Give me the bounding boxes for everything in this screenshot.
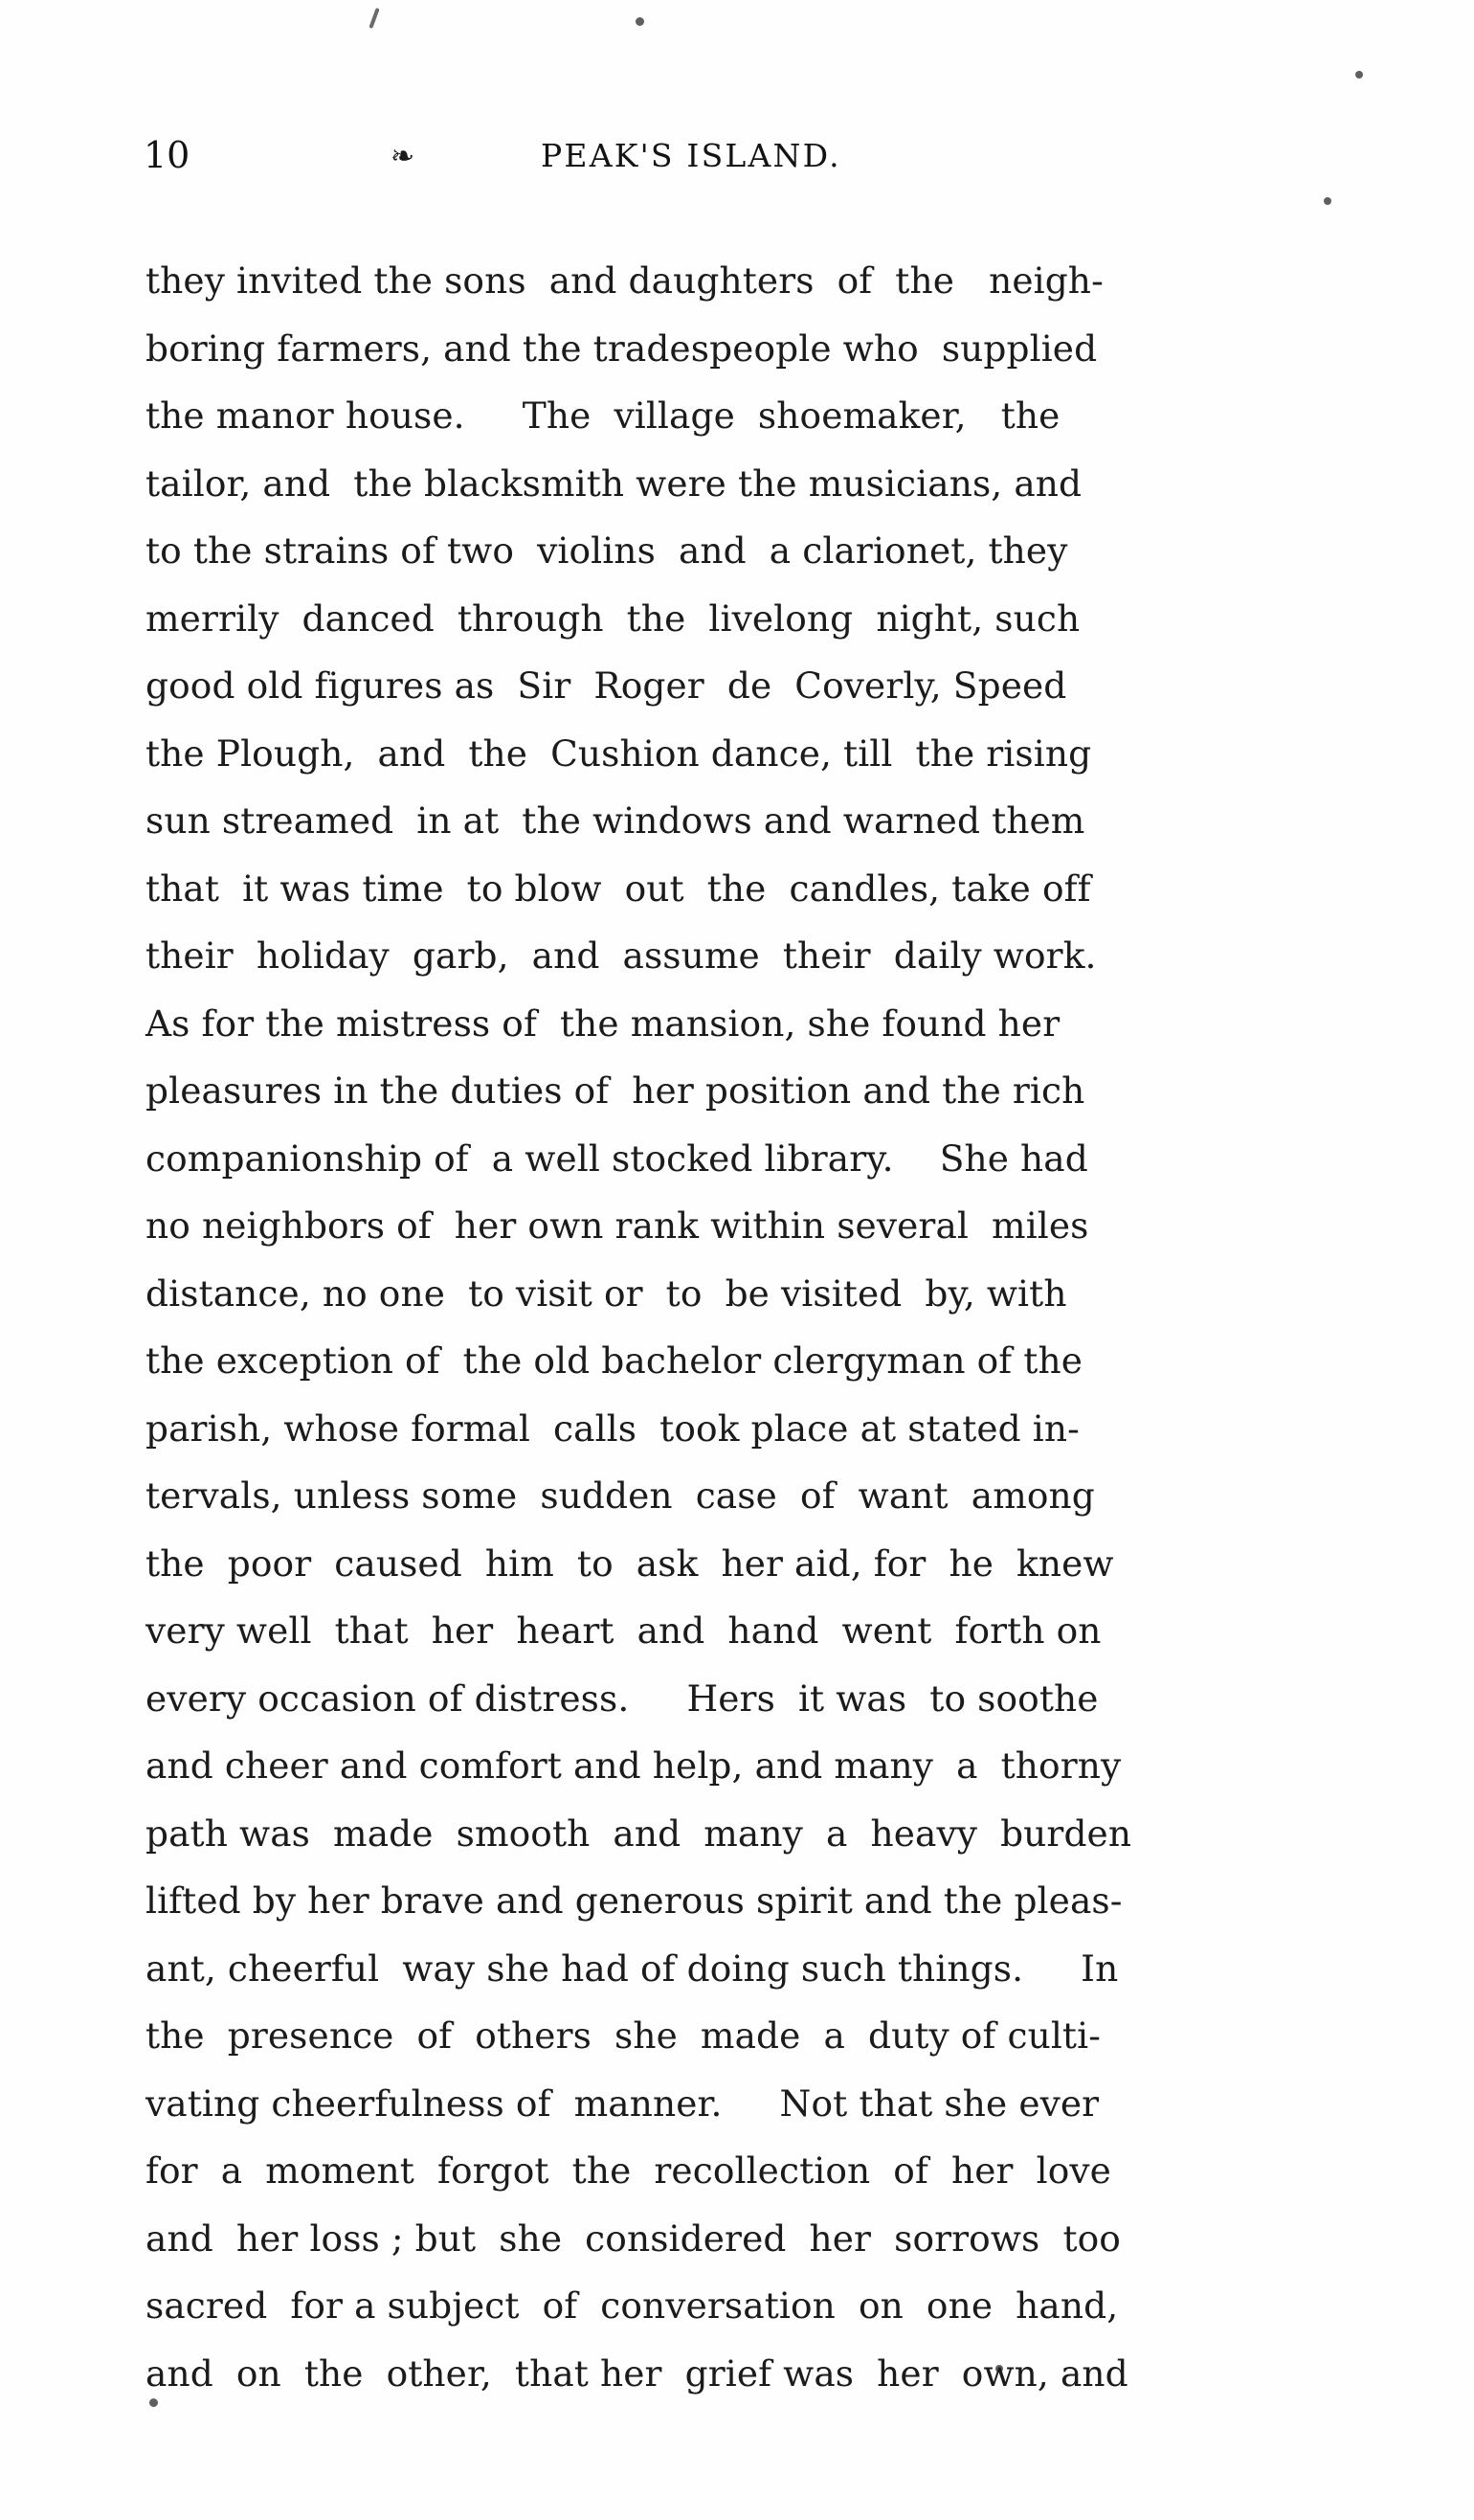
text-line: that it was time to blow out the candles, take off: [145, 866, 1091, 910]
text-line: parish, whose formal calls took place at stated in-: [145, 1406, 1080, 1450]
text-line: and on the other, that her grief was her own, and: [145, 2351, 1128, 2395]
text-line: tervals, unless some sudden case of want among: [145, 1474, 1095, 1517]
text-line: sacred for a subject of conversation on one hand,: [145, 2284, 1119, 2327]
scan-artifact-speck: [1355, 71, 1363, 79]
text-line: boring farmers, and the tradespeople who supplied: [145, 326, 1098, 370]
text-line: sun streamed in at the windows and warned them: [145, 799, 1085, 842]
fleuron-ornament-icon: ❧: [391, 140, 415, 173]
page-number: 10: [144, 134, 190, 176]
text-line: good old figures as Sir Roger de Coverly, Speed: [145, 664, 1067, 707]
text-line: their holiday garb, and assume their daily work.: [145, 934, 1097, 977]
text-line: they invited the sons and daughters of the neigh-: [145, 259, 1104, 302]
text-line: distance, no one to visit or to be visited by, with: [145, 1271, 1067, 1315]
text-line: path was made smooth and many a heavy burden: [145, 1811, 1132, 1855]
text-line: companionship of a well stocked library. She had: [145, 1136, 1088, 1180]
running-title: PEAK'S ISLAND.: [541, 137, 841, 174]
text-line: the poor caused him to ask her aid, for he knew: [145, 1541, 1114, 1585]
text-line: tailor, and the blacksmith were the musicians, and: [145, 461, 1083, 505]
body-text: [145, 247, 1356, 2407]
scan-artifact-speck: [636, 17, 644, 26]
text-line: merrily danced through the livelong night, such: [145, 596, 1081, 640]
text-line: the presence of others she made a duty of culti-: [145, 2014, 1101, 2057]
text-line: every occasion of distress. Hers it was to soothe: [145, 1676, 1099, 1720]
scan-artifact-speck: [1324, 197, 1331, 205]
scan-artifact-speck: [368, 8, 379, 29]
text-line: the Plough, and the Cushion dance, till the rising: [145, 731, 1092, 775]
running-head: [144, 134, 1340, 182]
text-line: vating cheerfulness of manner. Not that she ever: [145, 2081, 1100, 2125]
text-line: ant, cheerful way she had of doing such things. In: [145, 1946, 1119, 1990]
text-line: for a moment forgot the recollection of her love: [145, 2149, 1111, 2192]
text-line: very well that her heart and hand went forth on: [145, 1609, 1102, 1652]
text-line: As for the mistress of the mansion, she found her: [145, 1001, 1061, 1045]
text-line: pleasures in the duties of her position and the rich: [145, 1069, 1085, 1112]
text-line: to the strains of two violins and a clarionet, they: [145, 529, 1068, 572]
text-line: and cheer and comfort and help, and many a thorny: [145, 1744, 1122, 1787]
text-line: no neighbors of her own rank within several miles: [145, 1204, 1089, 1247]
text-line: lifted by her brave and generous spirit and the pleas-: [145, 1879, 1123, 1922]
text-line: and her loss ; but she considered her sorrows too: [145, 2216, 1121, 2260]
text-line: the exception of the old bachelor clergyman of the: [145, 1339, 1083, 1382]
text-line: the manor house. The village shoemaker, the: [145, 394, 1061, 437]
